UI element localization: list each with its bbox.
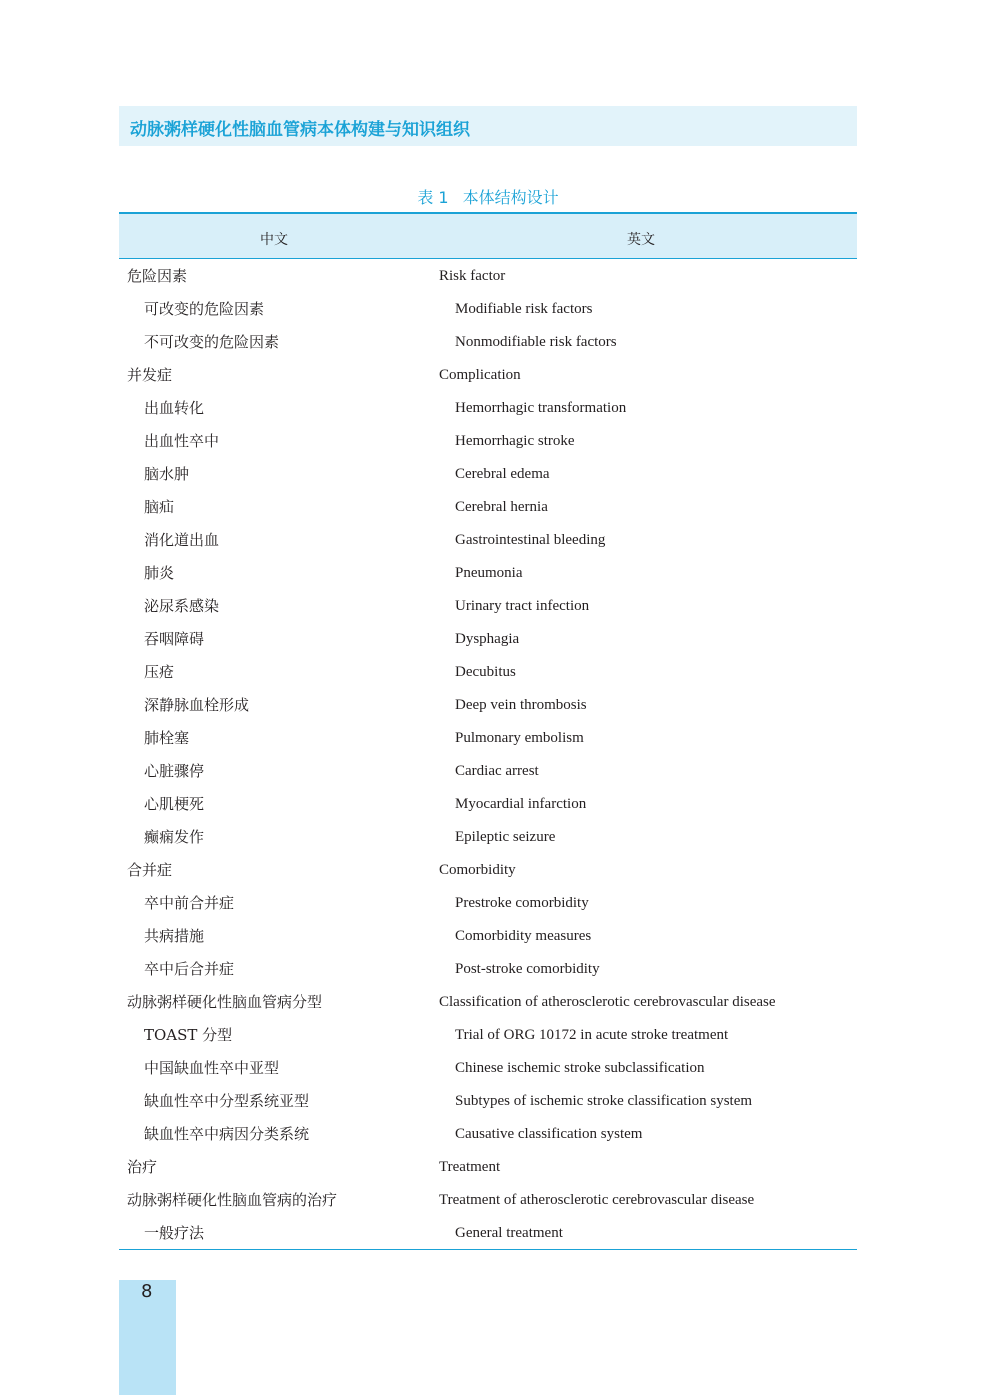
term-chinese: 卒中后合并症: [144, 960, 235, 978]
term-chinese: 动脉粥样硬化性脑血管病的治疗: [127, 1191, 338, 1209]
table-row: [119, 325, 857, 358]
table-header: [119, 212, 857, 259]
table-row: [119, 622, 857, 655]
term-english: Risk factor: [439, 268, 506, 284]
page-number: 8: [141, 1281, 153, 1302]
term-chinese: 脑疝: [144, 498, 175, 516]
term-chinese: 脑水肿: [144, 465, 190, 483]
term-english: Post-stroke comorbidity: [455, 961, 600, 977]
running-header-title: 动脉粥样硬化性脑血管病本体构建与知识组织: [130, 120, 470, 140]
term-chinese: 缺血性卒中病因分类系统: [144, 1125, 310, 1143]
term-chinese: 可改变的危险因素: [144, 300, 265, 318]
term-english: Decubitus: [455, 664, 516, 680]
term-chinese: 吞咽障碍: [144, 630, 205, 648]
term-chinese: 危险因素: [127, 267, 188, 285]
table-row: [119, 424, 857, 457]
column-header-english: 英文: [627, 232, 655, 248]
table-row: [119, 457, 857, 490]
table-caption-title: 本体结构设计: [462, 188, 559, 207]
table-row: [119, 787, 857, 820]
term-chinese: 中国缺血性卒中亚型: [144, 1059, 280, 1077]
term-english: Myocardial infarction: [455, 796, 587, 812]
term-english: Nonmodifiable risk factors: [455, 334, 617, 350]
term-chinese: 出血性卒中: [144, 432, 220, 450]
term-english: Complication: [439, 367, 521, 383]
table-row: [119, 556, 857, 589]
term-english: Comorbidity: [439, 862, 516, 878]
term-english: Modifiable risk factors: [455, 301, 593, 317]
table-row: [119, 358, 857, 391]
table-row: [119, 523, 857, 556]
term-chinese: 泌尿系感染: [144, 597, 220, 615]
term-english: Cerebral edema: [455, 466, 550, 482]
table-row: [119, 853, 857, 886]
table-row: [119, 1084, 857, 1117]
table-row: [119, 688, 857, 721]
term-english: Trial of ORG 10172 in acute stroke treatment: [455, 1027, 729, 1043]
table-row: [119, 1117, 857, 1150]
table-row: [119, 259, 857, 292]
table-caption-number: 表 1: [417, 188, 449, 207]
table-row: [119, 292, 857, 325]
table-caption: [119, 185, 857, 208]
term-english: Gastrointestinal bleeding: [455, 532, 606, 548]
term-chinese: 合并症: [127, 861, 173, 879]
term-chinese: 肺栓塞: [144, 729, 190, 747]
term-chinese: 卒中前合并症: [144, 894, 235, 912]
term-english: Hemorrhagic stroke: [455, 433, 575, 449]
term-chinese: 共病措施: [144, 927, 205, 945]
term-english: Subtypes of ischemic stroke classification system: [455, 1093, 753, 1109]
term-chinese: 消化道出血: [144, 531, 220, 549]
term-english: General treatment: [455, 1225, 563, 1241]
term-chinese: 不可改变的危险因素: [144, 333, 280, 351]
table-row: [119, 589, 857, 622]
term-chinese: 癫痫发作: [144, 828, 205, 846]
term-chinese: 压疮: [144, 663, 175, 681]
table-row: [119, 754, 857, 787]
table-row: [119, 1150, 857, 1183]
term-chinese: TOAST 分型: [144, 1026, 233, 1044]
table-row: [119, 1018, 857, 1051]
term-english: Hemorrhagic transformation: [455, 400, 627, 416]
table-row: [119, 1051, 857, 1084]
table-row: [119, 1216, 857, 1249]
table-row: [119, 985, 857, 1018]
term-chinese: 治疗: [127, 1158, 158, 1176]
column-header-chinese: 中文: [260, 232, 288, 248]
term-english: Epileptic seizure: [455, 829, 556, 845]
term-chinese: 并发症: [127, 366, 173, 384]
term-chinese: 一般疗法: [144, 1224, 205, 1242]
term-chinese: 肺炎: [144, 564, 175, 582]
term-english: Cardiac arrest: [455, 763, 539, 779]
term-english: Treatment: [439, 1159, 501, 1175]
term-english: Classification of atherosclerotic cerebrovascular disease: [439, 994, 776, 1010]
table-row: [119, 721, 857, 754]
table-row: [119, 886, 857, 919]
term-english: Causative classification system: [455, 1126, 643, 1142]
term-chinese: 深静脉血栓形成: [144, 696, 250, 714]
term-english: Chinese ischemic stroke subclassification: [455, 1060, 705, 1076]
term-english: Deep vein thrombosis: [455, 697, 587, 713]
term-english: Prestroke comorbidity: [455, 895, 589, 911]
term-english: Comorbidity measures: [455, 928, 592, 944]
table-row: [119, 391, 857, 424]
ontology-table: [119, 212, 857, 1250]
table-row: [119, 919, 857, 952]
table-row: [119, 1183, 857, 1216]
term-chinese: 心脏骤停: [144, 762, 205, 780]
term-english: Treatment of atherosclerotic cerebrovascular disease: [439, 1192, 755, 1208]
term-english: Dysphagia: [455, 631, 520, 647]
term-english: Urinary tract infection: [455, 598, 590, 614]
table-body: [119, 259, 857, 1250]
term-english: Cerebral hernia: [455, 499, 548, 515]
term-english: Pulmonary embolism: [455, 730, 584, 746]
term-english: Pneumonia: [455, 565, 523, 581]
table-row: [119, 655, 857, 688]
table-row: [119, 952, 857, 985]
table-row: [119, 490, 857, 523]
term-chinese: 动脉粥样硬化性脑血管病分型: [127, 993, 323, 1011]
term-chinese: 心肌梗死: [144, 795, 205, 813]
term-chinese: 缺血性卒中分型系统亚型: [144, 1092, 310, 1110]
table-row: [119, 820, 857, 853]
term-chinese: 出血转化: [144, 399, 205, 417]
